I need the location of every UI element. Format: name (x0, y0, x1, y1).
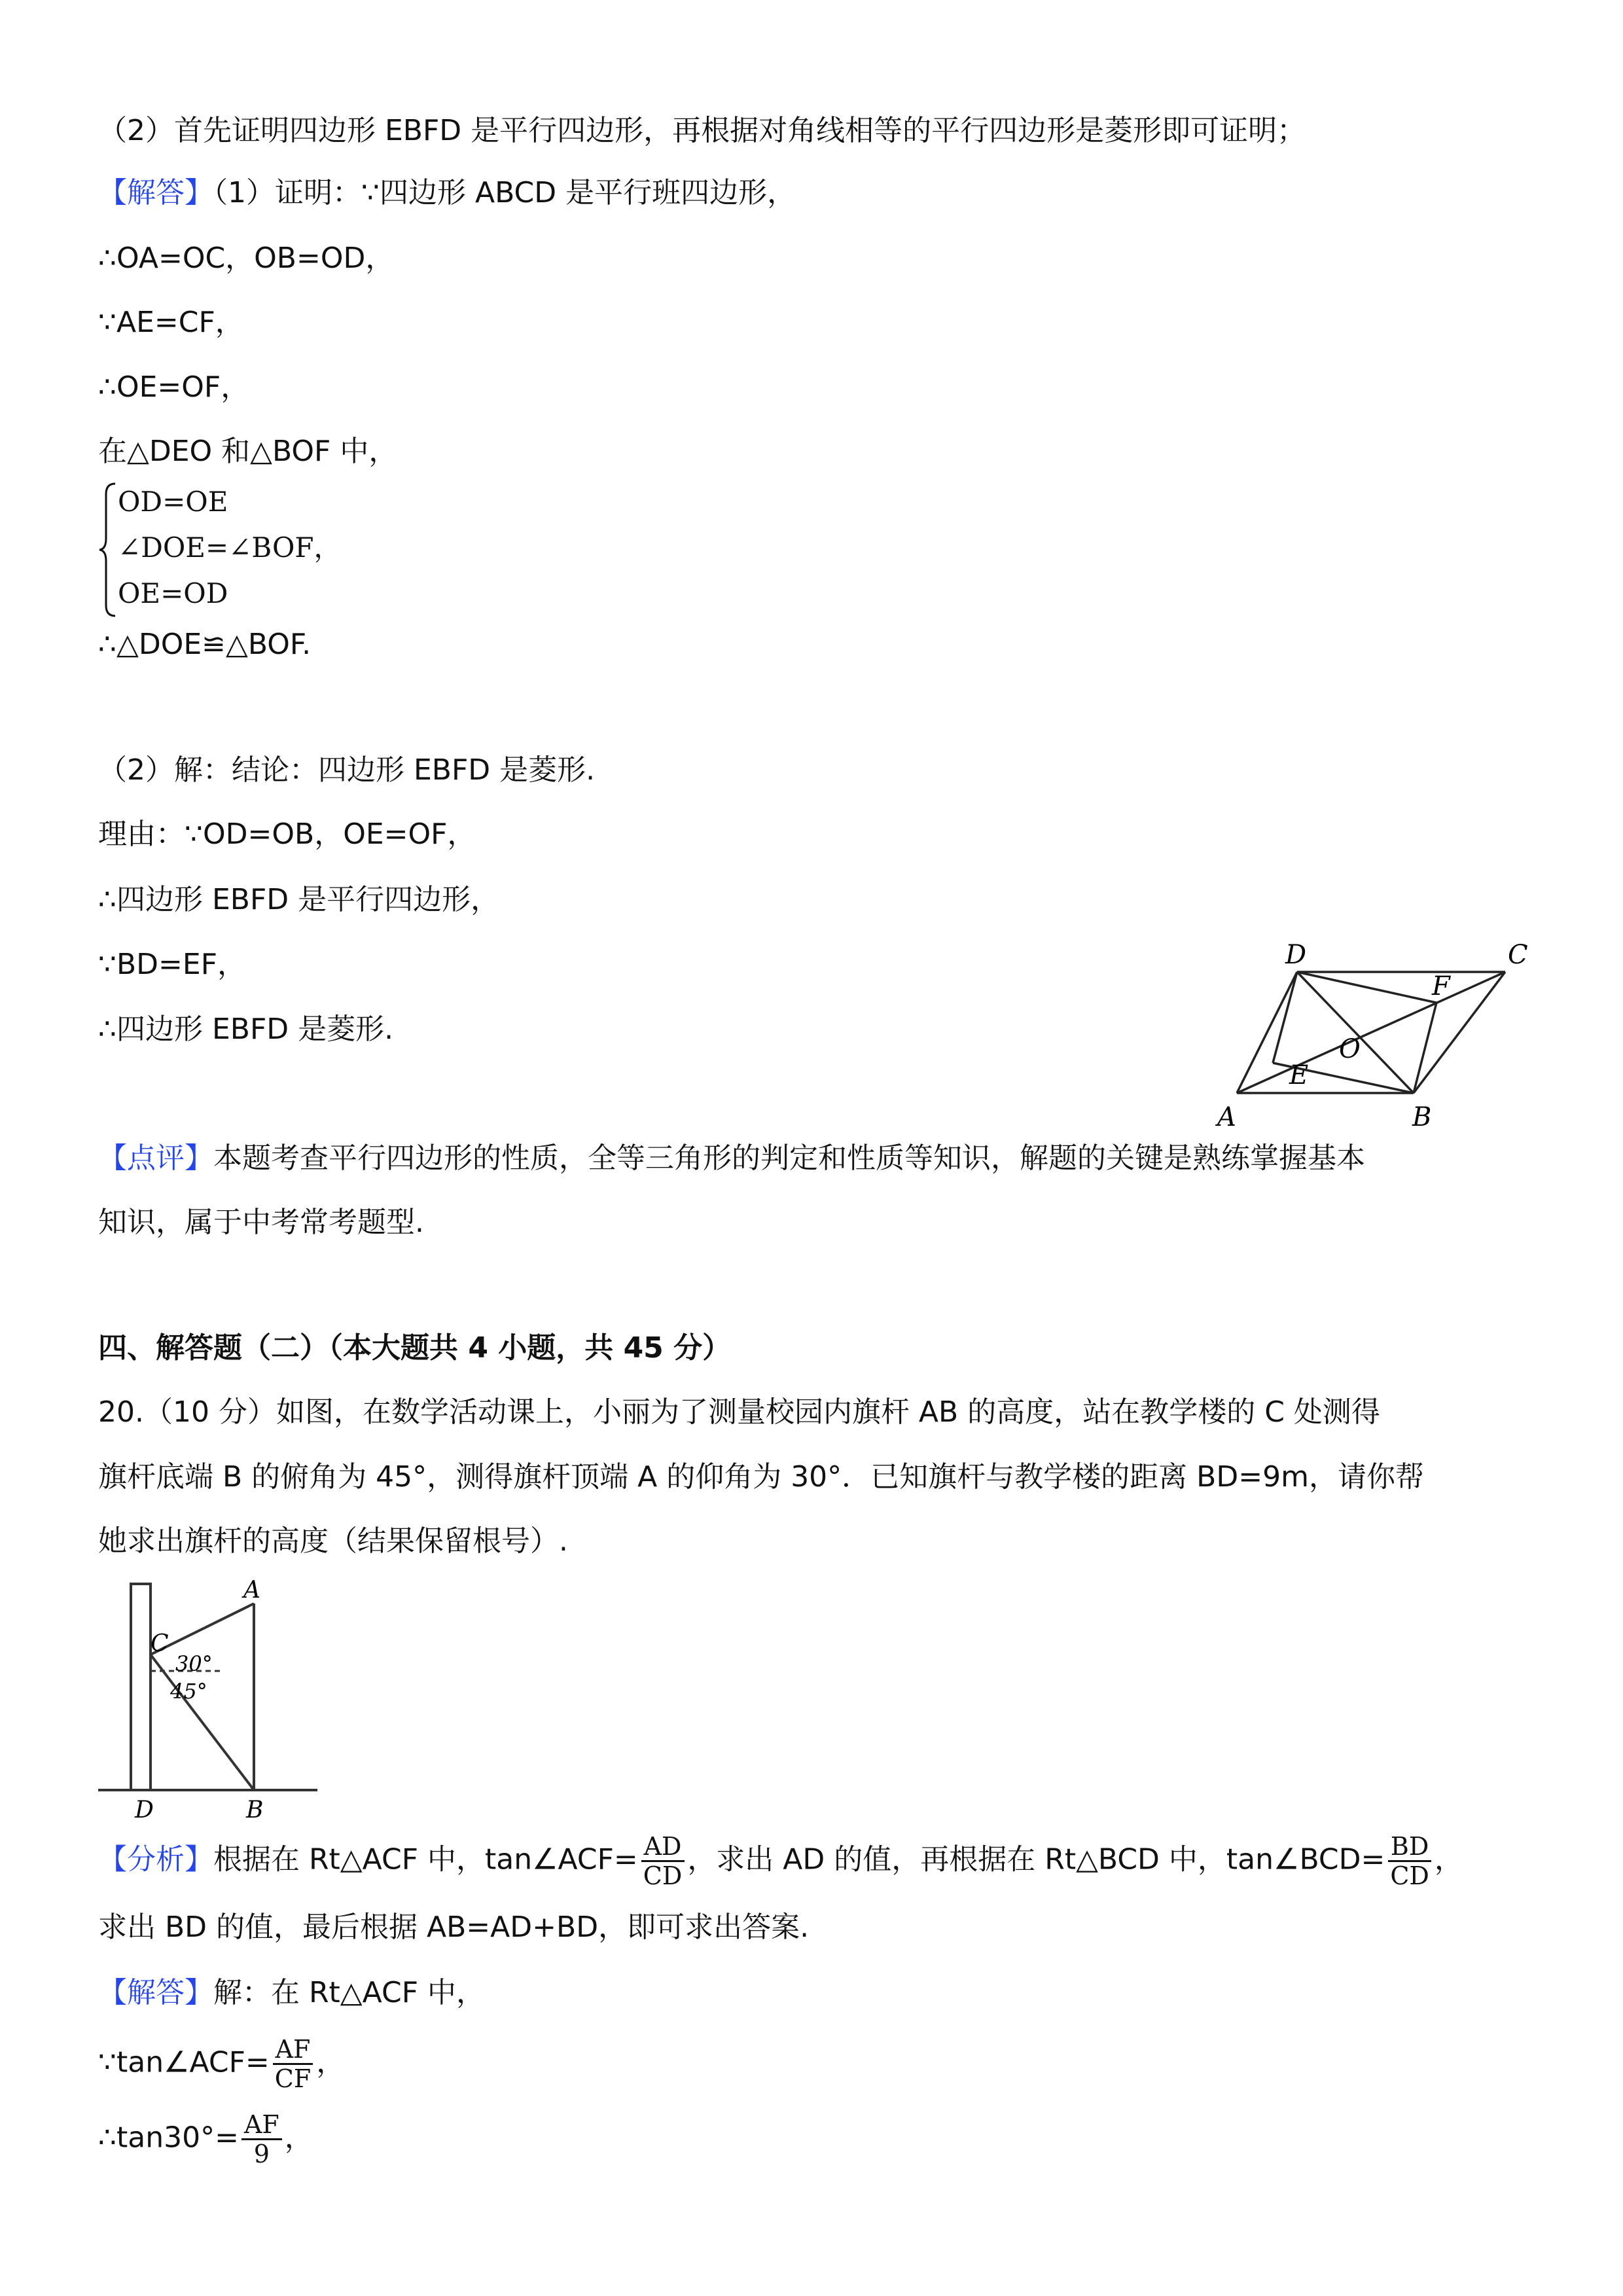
comma: ， (316, 2045, 346, 2079)
system-row-1: OD=OE (118, 486, 228, 518)
label-D: D (135, 1797, 154, 1823)
tan-acf-text: ∵tan∠ACF= (98, 2045, 270, 2079)
label-A: A (243, 1577, 260, 1604)
answer-tag: 【解答】 (98, 1976, 213, 2009)
text-line-3: ∴OA=OC，OB=OD， (98, 242, 395, 275)
answer-text: 解：在 Rt△ACF 中， (213, 1976, 485, 2009)
system-row-2: ∠DOE=∠BOF， (118, 531, 342, 564)
comment-text: 本题考查平行四边形的性质，全等三角形的判定和性质等知识，解题的关键是熟练掌握基本 (213, 1141, 1365, 1175)
label-O: O (1339, 1034, 1361, 1064)
fraction-ad-cd (641, 1833, 685, 1890)
label-D: D (1285, 940, 1307, 970)
text-line-12: ∴四边形 EBFD 是菱形. (98, 1013, 394, 1046)
segment-FD (1297, 972, 1436, 1003)
analysis-line-2: 求出 BD 的值，最后根据 AB=AD+BD，即可求出答案. (98, 1910, 810, 1944)
segment-DE (1273, 972, 1297, 1063)
text-line-6: 在△DEO 和△BOF 中， (98, 435, 398, 468)
text-line-11: ∵BD=EF， (98, 948, 247, 981)
text-line-8: （2）解：结论：四边形 EBFD 是菱形. (98, 753, 596, 787)
fraction-denominator: 9 (253, 2140, 270, 2168)
fraction-denominator: CD (643, 1861, 683, 1890)
text-line-7: ∴△DOE≌△BOF. (98, 628, 312, 661)
system-row-3: OE=OD (118, 577, 228, 609)
brace-icon (98, 481, 118, 619)
fraction-numerator: AD (641, 1833, 685, 1862)
answer-line-3 (98, 2111, 313, 2168)
label-F: F (1432, 971, 1450, 1001)
tan-30-text: ∴tan30°= (98, 2121, 239, 2155)
comma: ， (284, 2121, 313, 2155)
question-20-line-2: 旗杆底端 B 的俯角为 45°，测得旗杆顶端 A 的仰角为 30°．已知旗杆与教学楼的距离 BD=9m，请你帮 (98, 1460, 1424, 1494)
solution-tag: 【解答】 (98, 176, 213, 209)
text-line-5: ∴OE=OF， (98, 370, 250, 404)
angle-45: 45° (170, 1679, 207, 1704)
question-20-line-3: 她求出旗杆的高度（结果保留根号）. (98, 1524, 568, 1558)
answer-line-1 (98, 1973, 485, 2013)
fraction-denominator: CD (1390, 1861, 1429, 1890)
angle-30: 30° (175, 1651, 213, 1676)
label-B: B (1412, 1102, 1432, 1132)
label-C: C (1508, 940, 1528, 970)
fraction-denominator: CF (274, 2064, 312, 2093)
analysis-line-1 (98, 1833, 1463, 1890)
flagpole-figure (92, 1574, 327, 1823)
label-E: E (1289, 1060, 1309, 1090)
analysis-text-b: ，求出 AD 的值，再根据在 Rt△BCD 中，tan∠BCD= (687, 1842, 1385, 1876)
diagonal-DB (1297, 972, 1414, 1093)
analysis-text-a: 根据在 Rt△ACF 中，tan∠ACF= (213, 1842, 638, 1876)
comment-tag: 【点评】 (98, 1141, 213, 1175)
analysis-tag: 【分析】 (98, 1842, 213, 1876)
fraction-numerator: AF (241, 2111, 282, 2140)
edge-DA (1237, 972, 1297, 1093)
fraction-af-9 (241, 2111, 282, 2168)
fraction-bd-cd (1387, 1833, 1432, 1890)
solution-text: （1）证明：∵四边形 ABCD 是平行班四边形， (213, 176, 796, 209)
section-heading: 四、解答题（二）（本大题共 4 小题，共 45 分） (98, 1331, 732, 1365)
question-20-line-1: 20.（10 分）如图，在数学活动课上，小丽为了测量校园内旗杆 AB 的高度，站在教学楼的 C 处测得 (98, 1395, 1380, 1429)
comment-line-1 (98, 1139, 1365, 1178)
edge-BC (1414, 972, 1505, 1093)
solution-line-2 (98, 173, 796, 213)
text-line-4: ∵AE=CF， (98, 306, 244, 339)
building (131, 1584, 151, 1790)
diagonal-AC (1237, 972, 1505, 1093)
text-line-10: ∴四边形 EBFD 是平行四边形， (98, 883, 500, 916)
answer-line-2 (98, 2036, 345, 2092)
analysis-text-c: ， (1434, 1842, 1463, 1876)
text-line-1: （2）首先证明四边形 EBFD 是平行四边形，再根据对角线相等的平行四边形是菱形即可证明； (98, 114, 1306, 147)
fraction-af-cf (272, 2036, 313, 2092)
fraction-numerator: AF (273, 2036, 313, 2065)
label-A: A (1217, 1102, 1236, 1132)
label-B: B (246, 1797, 264, 1823)
parallelogram-figure (1191, 929, 1531, 1139)
comment-line-2: 知识，属于中考常考题型. (98, 1206, 424, 1239)
fraction-numerator: BD (1388, 1833, 1431, 1862)
text-line-9: 理由：∵OD=OB，OE=OF， (98, 817, 476, 851)
label-C: C (151, 1630, 169, 1657)
